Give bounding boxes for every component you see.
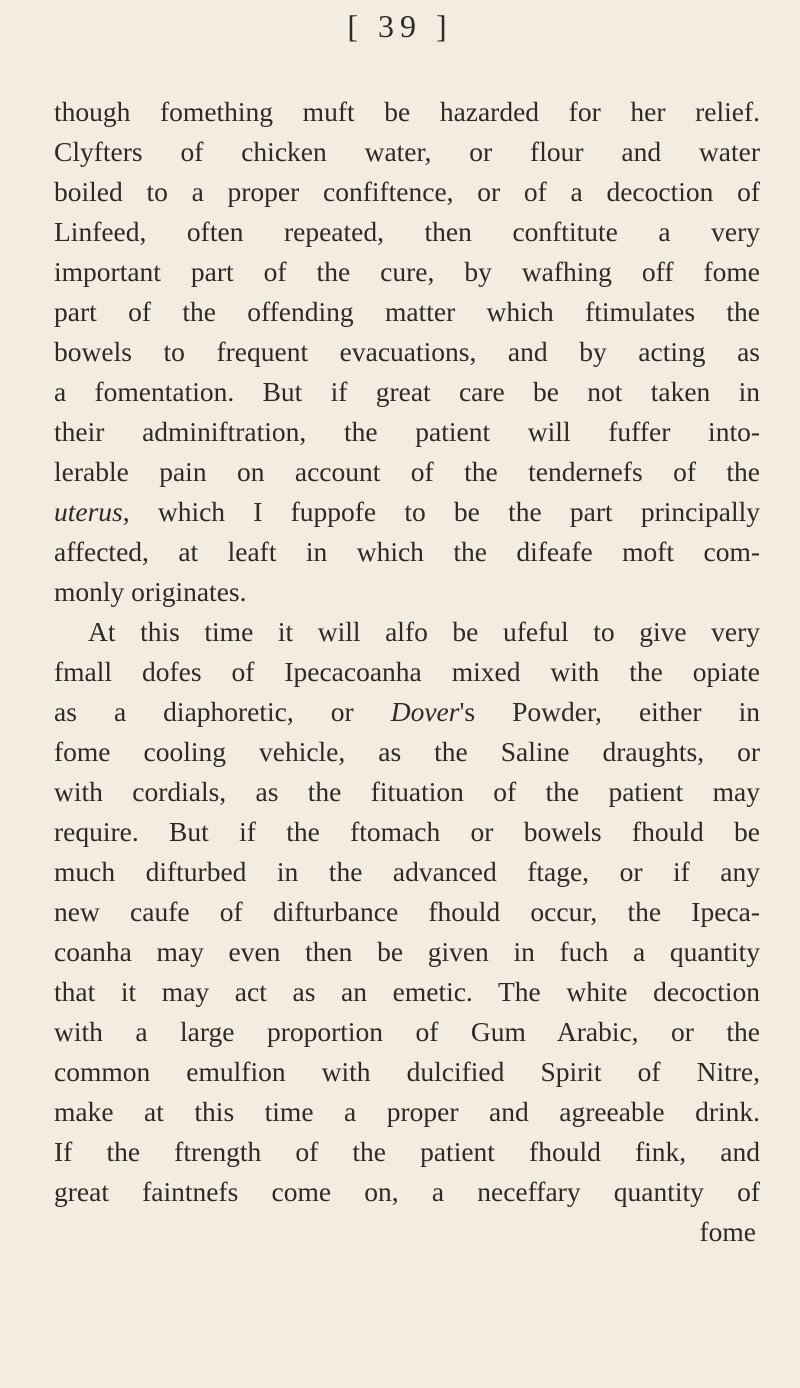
text-line: [54, 252, 760, 292]
text-segment: part of the offending matter which ftimulates the: [54, 296, 760, 327]
text-line: [54, 652, 760, 692]
text-line: [54, 1092, 760, 1132]
text-segment: If the ftrength of the patient fhould fink, and: [54, 1136, 760, 1167]
text-segment: 's Powder, either in: [459, 696, 760, 727]
text-line: [54, 812, 760, 852]
text-line: [54, 292, 760, 332]
italic-text: uterus: [54, 496, 123, 527]
text-line: [54, 572, 760, 612]
text-segment: Clyfters of chicken water, or flour and water: [54, 136, 760, 167]
catchword: fome: [699, 1216, 756, 1247]
text-line: [54, 212, 760, 252]
text-segment: much difturbed in the advanced ftage, or if any: [54, 856, 760, 887]
text-segment: common emulfion with dulcified Spirit of Nitre,: [54, 1056, 760, 1087]
text-line: [54, 932, 760, 972]
page-number: [ 39 ]: [347, 8, 453, 44]
text-line: [54, 532, 760, 572]
text-line: [54, 452, 760, 492]
text-line: [54, 1052, 760, 1092]
text-line: [54, 492, 760, 532]
text-segment: affected, at leaft in which the difeafe moft com-: [54, 536, 760, 567]
italic-text: Dover: [390, 696, 460, 727]
text-segment: that it may act as an emetic. The white decoction: [54, 976, 760, 1007]
text-segment: bowels to frequent evacuations, and by acting as: [54, 336, 760, 367]
text-segment: their adminiftration, the patient will fuffer into-: [54, 416, 760, 447]
text-line: [54, 1172, 760, 1212]
text-segment: fome cooling vehicle, as the Saline draughts, or: [54, 736, 760, 767]
text-line: [54, 172, 760, 212]
text-line: [54, 772, 760, 812]
text-line: [54, 1132, 760, 1172]
text-line: [54, 332, 760, 372]
text-segment: fmall dofes of Ipecacoanha mixed with the opiate: [54, 656, 760, 687]
text-segment: boiled to a proper confiftence, or of a decoction of: [54, 176, 760, 207]
text-segment: important part of the cure, by wafhing off fome: [54, 256, 760, 287]
text-segment: , which I fuppofe to be the part principally: [122, 496, 760, 527]
text-line: [54, 132, 760, 172]
text-segment: with a large proportion of Gum Arabic, or the: [54, 1016, 760, 1047]
text-segment: lerable pain on account of the tendernefs of the: [54, 456, 760, 487]
text-segment: coanha may even then be given in fuch a quantity: [54, 936, 760, 967]
text-segment: new caufe of difturbance fhould occur, the Ipeca-: [54, 896, 760, 927]
text-line: [54, 372, 760, 412]
text-line: [54, 972, 760, 1012]
text-line: [54, 412, 760, 452]
text-segment: a fomentation. But if great care be not taken in: [54, 376, 760, 407]
text-segment: great faintnefs come on, a neceffary quantity of: [54, 1176, 760, 1207]
text-line: [54, 732, 760, 772]
text-line: [54, 612, 760, 652]
text-segment: require. But if the ftomach or bowels fhould be: [54, 816, 760, 847]
text-segment: as a diaphoretic, or: [54, 696, 391, 727]
text-segment: At this time it will alfo be ufeful to give very: [88, 616, 760, 647]
text-line: [54, 852, 760, 892]
text-line: [54, 692, 760, 732]
text-segment: with cordials, as the fituation of the patient may: [54, 776, 760, 807]
text-line: [54, 92, 760, 132]
text-segment: make at this time a proper and agreeable drink.: [54, 1096, 760, 1127]
text-segment: Linfeed, often repeated, then conftitute a very: [54, 216, 760, 247]
text-segment: monly originates.: [54, 576, 247, 607]
body-text: [54, 92, 760, 1252]
text-segment: though fomething muft be hazarded for her relief.: [54, 96, 760, 127]
text-line: [54, 1012, 760, 1052]
text-line: [54, 892, 760, 932]
